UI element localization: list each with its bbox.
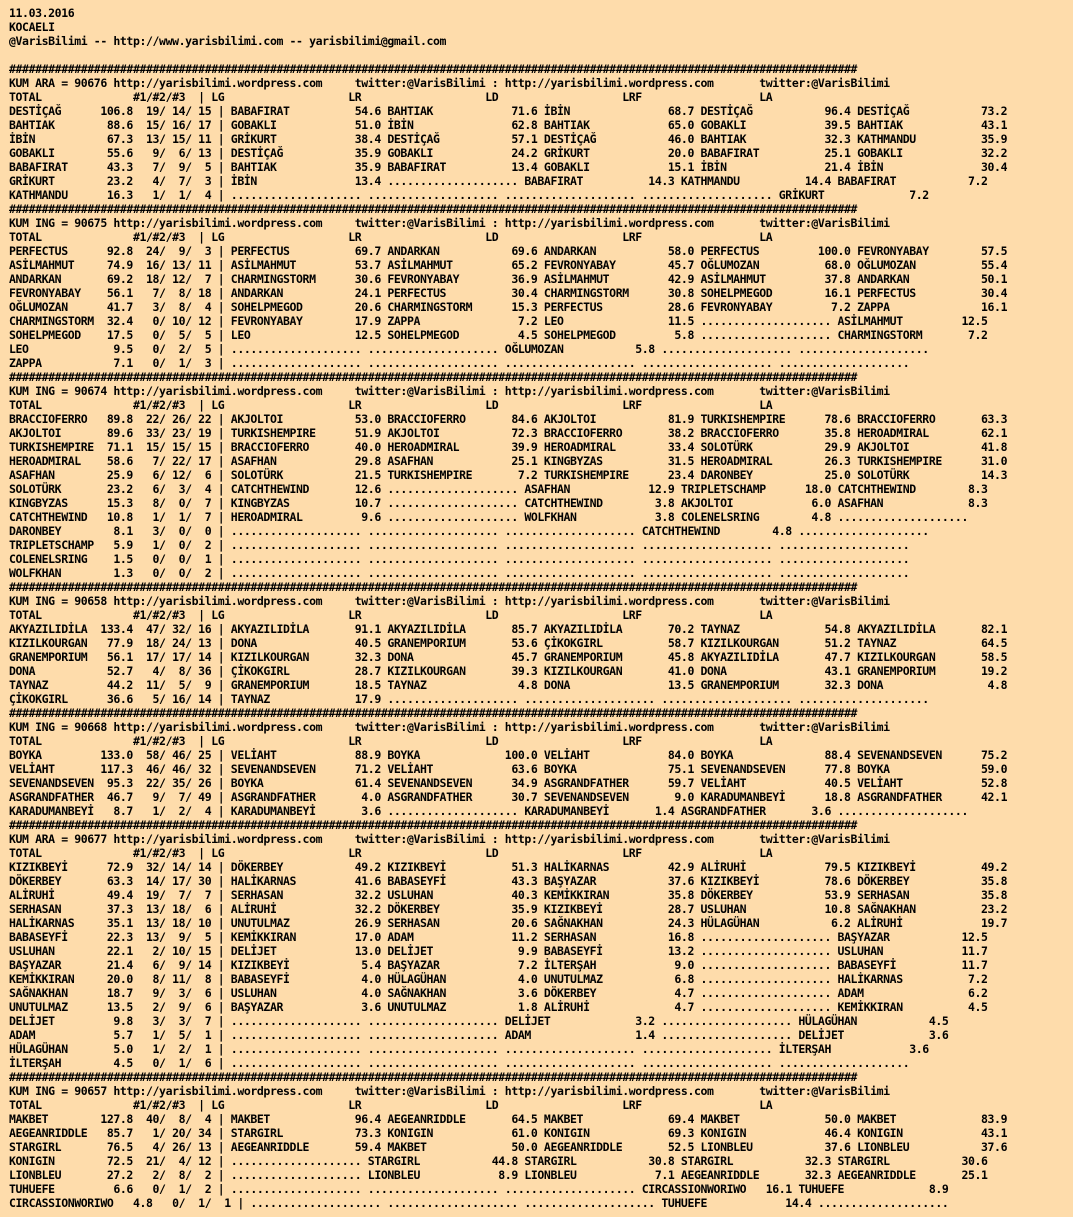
result-row: TRIPLETSCHAMP 5.9 1/ 0/ 2 | .................... .................... .................... .................... .................... (9, 538, 910, 552)
result-row: İLTERŞAH 4.5 0/ 1/ 6 | .................... .................... .................... .................... .................... (9, 1056, 910, 1070)
result-row: BABASEYFİ 22.3 13/ 9/ 5 | KEMİKKIRAN 17.0 ADAM 11.2 SERHASAN 16.8 .................... BAŞYAZAR 12.5 (9, 930, 988, 944)
header-text-line: @VarisBilimi -- http://www.yarisbilimi.com -- yarisbilimi@gmail.com (9, 34, 447, 48)
result-row: ASİLMAHMUT 74.9 16/ 13/ 11 | ASİLMAHMUT 53.7 ASİLMAHMUT 65.2 FEVRONYABAY 45.7 OĞLUMOZAN 68.0 OĞLUMOZAN 55.4 (9, 258, 1008, 272)
result-row: ASGRANDFATHER 46.7 9/ 7/ 49 | ASGRANDFATHER 4.0 ASGRANDFATHER 30.7 SEVENANDSEVEN 9.0 KARADUMANBEYİ 18.8 ASGRANDFATHER 42.1 (9, 790, 1008, 804)
result-row: GOBAKLI 55.6 9/ 6/ 13 | DESTİÇAĞ 35.9 GOBAKLI 24.2 GRİKURT 20.0 BABAFIRAT 25.1 GOBAKLI 32.2 (9, 146, 1008, 160)
column-header-line: TOTAL #1/#2/#3 | LG LR LD LRF LA (9, 608, 773, 622)
result-row: DONA 52.7 4/ 8/ 36 | ÇİKOKGIRL 28.7 KIZILKOURGAN 39.3 KIZILKOURGAN 41.0 DONA 43.1 GRANEMPORIUM 19.2 (9, 664, 1008, 678)
separator-line: ################################################################################################################################## (9, 62, 858, 76)
result-row: BABAFIRAT 43.3 7/ 9/ 5 | BAHTIAK 35.9 BABAFIRAT 13.4 GOBAKLI 15.1 İBİN 21.4 İBİN 30.4 (9, 160, 1008, 174)
result-row: SOLOTÜRK 23.2 6/ 3/ 4 | CATCHTHEWIND 12.6 .................... ASAFHAN 12.9 TRIPLETSCHAMP 18.0 CATCHTHEWIND 8.3 (9, 482, 988, 496)
result-row: BAHTIAK 88.6 15/ 16/ 17 | GOBAKLI 51.0 İBİN 62.8 BAHTIAK 65.0 GOBAKLI 39.5 BAHTIAK 43.1 (9, 118, 1008, 132)
result-row: STARGIRL 76.5 4/ 26/ 13 | AEGEANRIDDLE 59.4 MAKBET 50.0 AEGEANRIDDLE 52.5 LIONBLEU 37.6 LIONBLEU 37.6 (9, 1140, 1008, 1154)
header-text-line: KOCAELI (9, 20, 55, 34)
race-header-line: KUM ING = 90668 http://yarisbilimi.wordpress.com twitter:@VarisBilimi : http://yarisbilimi.wordpress.com twitter:@VarisBilimi (9, 720, 890, 734)
result-row: USLUHAN 22.1 2/ 10/ 15 | DELİJET 13.0 DELİJET 9.9 BABASEYFİ 13.2 .................... USLUHAN 11.7 (9, 944, 988, 958)
blank-line (9, 48, 1073, 62)
separator-line: ################################################################################################################################## (9, 580, 858, 594)
race-header-line: KUM ING = 90658 http://yarisbilimi.wordpress.com twitter:@VarisBilimi : http://yarisbilimi.wordpress.com twitter:@VarisBilimi (9, 594, 890, 608)
result-row: SOHELPMEGOD 17.5 0/ 5/ 5 | LEO 12.5 SOHELPMEGOD 4.5 SOHELPMEGOD 5.8 .................... CHARMINGSTORM 7.2 (9, 328, 988, 342)
result-row: OĞLUMOZAN 41.7 3/ 8/ 4 | SOHELPMEGOD 20.6 CHARMINGSTORM 15.3 PERFECTUS 28.6 FEVRONYABAY 7.2 ZAPPA 16.1 (9, 300, 1008, 314)
result-row: DELİJET 9.8 3/ 3/ 7 | .................... .................... DELİJET 3.2 .................... HÜLAGÜHAN 4.5 (9, 1014, 949, 1028)
result-row: GRANEMPORIUM 56.1 17/ 17/ 14 | KIZILKOURGAN 32.3 DONA 45.7 GRANEMPORIUM 45.8 AKYAZILIDİLA 47.7 KIZILKOURGAN 58.5 (9, 650, 1008, 664)
race-header-line: KUM ING = 90675 http://yarisbilimi.wordpress.com twitter:@VarisBilimi : http://yarisbilimi.wordpress.com twitter:@VarisBilimi (9, 216, 890, 230)
result-row: FEVRONYABAY 56.1 7/ 8/ 18 | ANDARKAN 24.1 PERFECTUS 30.4 CHARMINGSTORM 30.8 SOHELPMEGOD 16.1 PERFECTUS 30.4 (9, 286, 1008, 300)
result-row: AKJOLTOI 89.6 33/ 23/ 19 | TURKISHEMPIRE 51.9 AKJOLTOI 72.3 BRACCIOFERRO 38.2 BRACCIOFERRO 35.8 HEROADMIRAL 62.1 (9, 426, 1008, 440)
result-row: PERFECTUS 92.8 24/ 9/ 3 | PERFECTUS 69.7 ANDARKAN 69.6 ANDARKAN 58.0 PERFECTUS 100.0 FEVRONYABAY 57.5 (9, 244, 1008, 258)
result-row: İBİN 67.3 13/ 15/ 11 | GRİKURT 38.4 DESTİÇAĞ 57.1 DESTİÇAĞ 46.0 BAHTIAK 32.3 KATHMANDU 35.9 (9, 132, 1008, 146)
result-row: HALİKARNAS 35.1 13/ 18/ 10 | UNUTULMAZ 26.9 SERHASAN 20.6 SAĞNAKHAN 24.3 HÜLAGÜHAN 6.2 ALİRUHİ 19.7 (9, 916, 1008, 930)
result-row: LEO 9.5 0/ 2/ 5 | .................... .................... OĞLUMOZAN 5.8 .................... .................... (9, 342, 929, 356)
result-row: SAĞNAKHAN 18.7 9/ 3/ 6 | USLUHAN 4.0 SAĞNAKHAN 3.6 DÖKERBEY 4.7 .................... ADAM 6.2 (9, 986, 988, 1000)
result-row: KARADUMANBEYİ 8.7 1/ 2/ 4 | KARADUMANBEYİ 3.6 .................... KARADUMANBEYİ 1.4 ASGRANDFATHER 3.6 .................... (9, 804, 968, 818)
separator-line: ################################################################################################################################## (9, 202, 858, 216)
result-row: BOYKA 133.0 58/ 46/ 25 | VELİAHT 88.9 BOYKA 100.0 VELİAHT 84.0 BOYKA 88.4 SEVENANDSEVEN 75.2 (9, 748, 1008, 762)
header-text-line: 11.03.2016 (9, 6, 75, 20)
column-header-line: TOTAL #1/#2/#3 | LG LR LD LRF LA (9, 398, 773, 412)
result-row: ADAM 5.7 1/ 5/ 1 | .................... .................... ADAM 1.4 .................... DELİJET 3.6 (9, 1028, 949, 1042)
result-row: DÖKERBEY 63.3 14/ 17/ 30 | HALİKARNAS 41.6 BABASEYFİ 43.3 BAŞYAZAR 37.6 KIZIKBEYİ 78.6 DÖKERBEY 35.8 (9, 874, 1008, 888)
result-row: KATHMANDU 16.3 1/ 1/ 4 | .................... .................... .................... .................... GRİKURT 7.2 (9, 188, 929, 202)
result-row: ÇİKOKGIRL 36.6 5/ 16/ 14 | TAYNAZ 17.9 .................... .................... .................... .................... (9, 692, 929, 706)
result-row: ALİRUHİ 49.4 19/ 7/ 7 | SERHASAN 32.2 USLUHAN 40.3 KEMİKKIRAN 35.8 DÖKERBEY 53.9 SERHASAN 35.8 (9, 888, 1008, 902)
race-header-line: KUM ARA = 90676 http://yarisbilimi.wordpress.com twitter:@VarisBilimi : http://yarisbilimi.wordpress.com twitter:@VarisBilimi (9, 76, 890, 90)
result-row: AEGEANRIDDLE 85.7 1/ 20/ 34 | STARGIRL 73.3 KONIGIN 61.0 KONIGIN 69.3 KONIGIN 46.4 KONIGIN 43.1 (9, 1126, 1008, 1140)
separator-line: ################################################################################################################################## (9, 818, 858, 832)
result-row: WOLFKHAN 1.3 0/ 0/ 2 | .................... .................... .................... .................... .................... (9, 566, 910, 580)
result-row: KONIGIN 72.5 21/ 4/ 12 | .................... STARGIRL 44.8 STARGIRL 30.8 STARGIRL 32.3 STARGIRL 30.6 (9, 1154, 988, 1168)
result-row: TUHUEFE 6.6 0/ 1/ 2 | .................... .................... .................... CIRCASSIONWORIWO 16.1 TUHUEFE 8.9 (9, 1182, 949, 1196)
result-row: BRACCIOFERRO 89.8 22/ 26/ 22 | AKJOLTOI 53.0 BRACCIOFERRO 84.6 AKJOLTOI 81.9 TURKISHEMPIRE 78.6 BRACCIOFERRO 63.3 (9, 412, 1008, 426)
result-row: UNUTULMAZ 13.5 2/ 9/ 6 | BAŞYAZAR 3.6 UNUTULMAZ 1.8 ALİRUHİ 4.7 .................... KEMİKKIRAN 4.5 (9, 1000, 988, 1014)
result-row: AKYAZILIDİLA 133.4 47/ 32/ 16 | AKYAZILIDİLA 91.1 AKYAZILIDİLA 85.7 AKYAZILIDİLA 70.2 TAYNAZ 54.8 AKYAZILIDİLA 82.1 (9, 622, 1008, 636)
result-row: MAKBET 127.8 40/ 8/ 4 | MAKBET 96.4 AEGEANRIDDLE 64.5 MAKBET 69.4 MAKBET 50.0 MAKBET 83.9 (9, 1112, 1008, 1126)
race-header-line: KUM ING = 90674 http://yarisbilimi.wordpress.com twitter:@VarisBilimi : http://yarisbilimi.wordpress.com twitter:@VarisBilimi (9, 384, 890, 398)
result-row: KIZIKBEYİ 72.9 32/ 14/ 14 | DÖKERBEY 49.2 KIZIKBEYİ 51.3 HALİKARNAS 42.9 ALİRUHİ 79.5 KIZIKBEYİ 49.2 (9, 860, 1008, 874)
result-row: CATCHTHEWIND 10.8 1/ 1/ 7 | HEROADMIRAL 9.6 .................... WOLFKHAN 3.8 COLENELSRING 4.8 .................... (9, 510, 968, 524)
separator-line: ################################################################################################################################## (9, 1070, 858, 1084)
race-header-line: KUM ING = 90657 http://yarisbilimi.wordpress.com twitter:@VarisBilimi : http://yarisbilimi.wordpress.com twitter:@VarisBilimi (9, 1084, 890, 1098)
result-row: TURKISHEMPIRE 71.1 15/ 15/ 15 | BRACCIOFERRO 40.0 HEROADMIRAL 39.9 HEROADMIRAL 33.4 SOLOTÜRK 29.9 AKJOLTOI 41.8 (9, 440, 1008, 454)
result-row: VELİAHT 117.3 46/ 46/ 32 | SEVENANDSEVEN 71.2 VELİAHT 63.6 BOYKA 75.1 SEVENANDSEVEN 77.8 BOYKA 59.0 (9, 762, 1008, 776)
separator-line: ################################################################################################################################## (9, 706, 858, 720)
column-header-line: TOTAL #1/#2/#3 | LG LR LD LRF LA (9, 1098, 773, 1112)
result-row: KEMİKKIRAN 20.0 8/ 11/ 8 | BABASEYFİ 4.0 HÜLAGÜHAN 4.0 UNUTULMAZ 6.8 .................... HALİKARNAS 7.2 (9, 972, 988, 986)
result-row: DESTİÇAĞ 106.8 19/ 14/ 15 | BABAFIRAT 54.6 BAHTIAK 71.6 İBİN 68.7 DESTİÇAĞ 96.4 DESTİÇAĞ 73.2 (9, 104, 1008, 118)
column-header-line: TOTAL #1/#2/#3 | LG LR LD LRF LA (9, 734, 773, 748)
result-row: ANDARKAN 69.2 18/ 12/ 7 | CHARMINGSTORM 30.6 FEVRONYABAY 36.9 ASİLMAHMUT 42.9 ASİLMAHMUT 37.8 ANDARKAN 50.1 (9, 272, 1008, 286)
result-row: CIRCASSIONWORIWO 4.8 0/ 1/ 1 | .................... .................... .................... TUHUEFE 14.4 .................... (9, 1196, 949, 1210)
column-header-line: TOTAL #1/#2/#3 | LG LR LD LRF LA (9, 230, 773, 244)
result-row: HEROADMIRAL 58.6 7/ 22/ 17 | ASAFHAN 29.8 ASAFHAN 25.1 KINGBYZAS 31.5 HEROADMIRAL 26.3 TURKISHEMPIRE 31.0 (9, 454, 1008, 468)
result-row: SERHASAN 37.3 13/ 18/ 6 | ALİRUHİ 32.2 DÖKERBEY 35.9 KIZIKBEYİ 28.7 USLUHAN 10.8 SAĞNAKHAN 23.2 (9, 902, 1008, 916)
result-row: DARONBEY 8.1 3/ 0/ 0 | .................... .................... .................... CATCHTHEWIND 4.8 .................... (9, 524, 929, 538)
column-header-line: TOTAL #1/#2/#3 | LG LR LD LRF LA (9, 90, 773, 104)
result-row: ASAFHAN 25.9 6/ 12/ 6 | SOLOTÜRK 21.5 TURKISHEMPIRE 7.2 TURKISHEMPIRE 23.4 DARONBEY 25.0 SOLOTÜRK 14.3 (9, 468, 1008, 482)
result-row: TAYNAZ 44.2 11/ 5/ 9 | GRANEMPORIUM 18.5 TAYNAZ 4.8 DONA 13.5 GRANEMPORIUM 32.3 DONA 4.8 (9, 678, 1008, 692)
result-row: KINGBYZAS 15.3 8/ 0/ 7 | KINGBYZAS 10.7 .................... CATCHTHEWIND 3.8 AKJOLTOI 6.0 ASAFHAN 8.3 (9, 496, 988, 510)
result-row: CHARMINGSTORM 32.4 0/ 10/ 12 | FEVRONYABAY 17.9 ZAPPA 7.2 LEO 11.5 .................... ASİLMAHMUT 12.5 (9, 314, 988, 328)
result-row: GRİKURT 23.2 4/ 7/ 3 | İBİN 13.4 .................... BABAFIRAT 14.3 KATHMANDU 14.4 BABAFIRAT 7.2 (9, 174, 988, 188)
race-header-line: KUM ARA = 90677 http://yarisbilimi.wordpress.com twitter:@VarisBilimi : http://yarisbilimi.wordpress.com twitter:@VarisBilimi (9, 832, 890, 846)
separator-line: ################################################################################################################################## (9, 370, 858, 384)
result-row: HÜLAGÜHAN 5.0 1/ 2/ 1 | .................... .................... .................... .................... İLTERŞAH 3.6 (9, 1042, 929, 1056)
result-row: SEVENANDSEVEN 95.3 22/ 35/ 26 | BOYKA 61.4 SEVENANDSEVEN 34.9 ASGRANDFATHER 59.7 VELİAHT 40.5 VELİAHT 52.8 (9, 776, 1008, 790)
result-row: COLENELSRING 1.5 0/ 0/ 1 | .................... .................... .................... .................... .................... (9, 552, 910, 566)
result-row: BAŞYAZAR 21.4 6/ 9/ 14 | KIZIKBEYİ 5.4 BAŞYAZAR 7.2 İLTERŞAH 9.0 .................... BABASEYFİ 11.7 (9, 958, 988, 972)
result-row: LIONBLEU 27.2 2/ 8/ 2 | .................... LIONBLEU 8.9 LIONBLEU 7.1 AEGEANRIDDLE 32.3 AEGEANRIDDLE 25.1 (9, 1168, 988, 1182)
column-header-line: TOTAL #1/#2/#3 | LG LR LD LRF LA (9, 846, 773, 860)
result-row: ZAPPA 7.1 0/ 1/ 3 | .................... .................... .................... .................... .................... (9, 356, 910, 370)
result-row: KIZILKOURGAN 77.9 18/ 24/ 13 | DONA 40.5 GRANEMPORIUM 53.6 ÇİKOKGIRL 58.7 KIZILKOURGAN 51.2 TAYNAZ 64.5 (9, 636, 1008, 650)
